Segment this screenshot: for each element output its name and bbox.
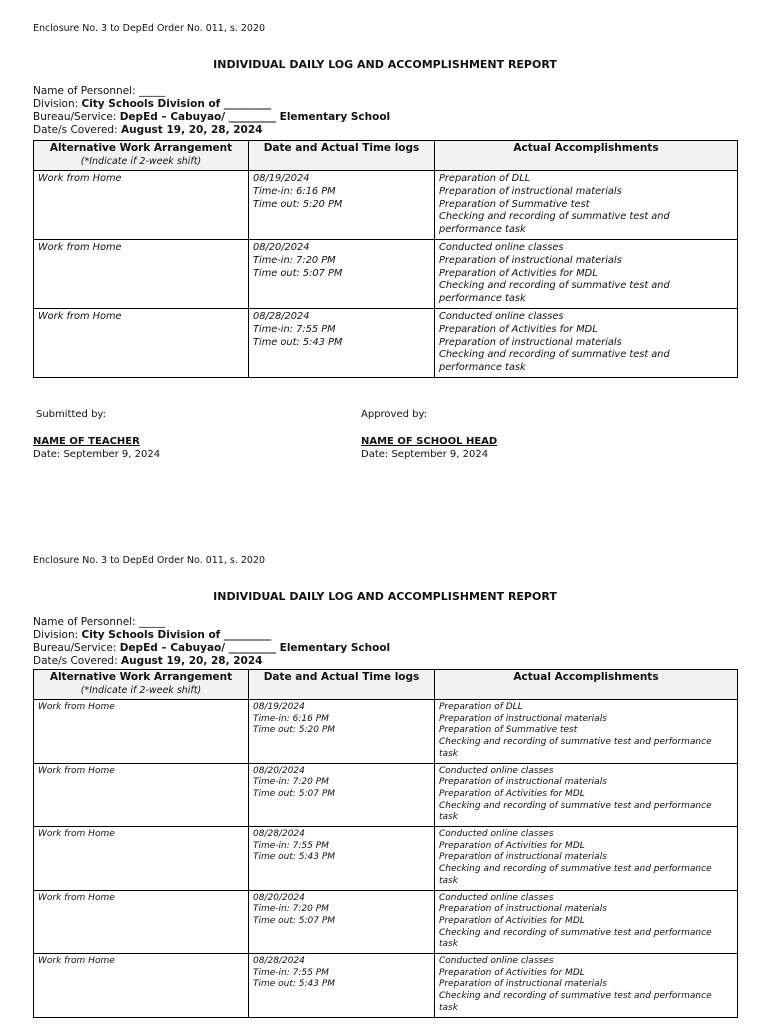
log-table [33, 140, 738, 378]
time-in: Time-in: 7:55 PM [253, 840, 329, 851]
time-log-cell [249, 763, 435, 827]
table-row [34, 239, 738, 308]
arrangement-cell: Work from Home [34, 239, 249, 308]
arrangement-cell: Work from Home [34, 954, 249, 1018]
header-arrangement [34, 141, 249, 171]
accomplishments-cell [435, 700, 738, 764]
table-row [34, 827, 738, 891]
log-date: 08/19/2024 [253, 702, 305, 712]
division-value: City Schools Division of _________ [81, 98, 272, 110]
report-title: INDIVIDUAL DAILY LOG AND ACCOMPLISHMENT REPORT [213, 590, 557, 603]
submitted-by [33, 408, 160, 461]
report-section-2 [33, 554, 737, 1018]
division-label: Division: [33, 629, 79, 641]
time-log-cell [249, 700, 435, 764]
accomplishments-cell [435, 239, 738, 308]
signature-block [33, 408, 737, 478]
time-in: Time-in: 6:16 PM [253, 713, 329, 724]
enclosure-note: Enclosure No. 3 to DepEd Order No. 011, s. 2020 [33, 555, 266, 566]
accomplishment-item: Conducted online classes [439, 892, 554, 903]
accomplishment-item: Conducted online classes [439, 956, 554, 967]
enclosure-note: Enclosure No. 3 to DepEd Order No. 011, s. 2020 [33, 23, 266, 34]
accomplishment-item: Conducted online classes [439, 765, 554, 776]
submitted-date: Date: September 9, 2024 [33, 448, 161, 460]
header-arrangement [34, 670, 249, 700]
personnel-label: Name of Personnel: [33, 85, 136, 97]
accomplishment-item: Preparation of instructional materials [439, 852, 607, 863]
time-out: Time out: 5:43 PM [253, 336, 343, 348]
time-log-cell [249, 827, 435, 891]
report-title: INDIVIDUAL DAILY LOG AND ACCOMPLISHMENT REPORT [213, 58, 557, 71]
accomplishment-item: Preparation of DLL [439, 702, 523, 712]
accomplishment-item: Preparation of Activities for MDL [439, 788, 585, 799]
accomplishment-item: Conducted online classes [439, 829, 554, 840]
personnel-info [33, 616, 737, 668]
header-accomplishments: Actual Accomplishments [435, 141, 738, 171]
accomplishment-item: Preparation of Activities for MDL [439, 967, 585, 978]
log-date: 08/20/2024 [253, 765, 305, 776]
time-out: Time out: 5:43 PM [253, 852, 336, 863]
approved-label: Approved by: [361, 408, 428, 420]
accomplishment-item: Checking and recording of summative test and performance task [439, 800, 712, 823]
header-arrangement-label: Alternative Work Arrangement [49, 671, 233, 683]
header-accomplishments: Actual Accomplishments [435, 670, 738, 700]
accomplishments-cell [435, 308, 738, 377]
accomplishment-item: Preparation of instructional materials [439, 904, 607, 915]
log-date: 08/19/2024 [253, 173, 310, 184]
personnel-row [33, 85, 737, 98]
division-row [33, 629, 737, 642]
table-row [34, 890, 738, 954]
bureau-row [33, 642, 737, 655]
dates-row [33, 124, 737, 137]
personnel-value: _____ [138, 616, 166, 628]
accomplishment-item: Preparation of instructional materials [439, 713, 607, 724]
time-out: Time out: 5:07 PM [253, 788, 336, 799]
arrangement-cell: Work from Home [34, 171, 249, 240]
log-date: 08/20/2024 [253, 241, 310, 253]
time-out: Time out: 5:43 PM [253, 979, 336, 990]
log-table [33, 669, 738, 1018]
teacher-name: NAME OF TEACHER [33, 435, 140, 447]
arrangement-cell: Work from Home [34, 700, 249, 764]
dates-label: Date/s Covered: [33, 124, 118, 136]
accomplishments-cell [435, 890, 738, 954]
log-date: 08/28/2024 [253, 310, 310, 322]
time-log-cell [249, 239, 435, 308]
header-time-logs: Date and Actual Time logs [249, 670, 435, 700]
table-header-row [34, 141, 738, 171]
accomplishment-item: Preparation of instructional materials [439, 254, 622, 266]
accomplishment-item: Preparation of DLL [439, 173, 531, 184]
accomplishment-item: Checking and recording of summative test and performance task [439, 737, 712, 759]
time-out: Time out: 5:20 PM [253, 725, 336, 736]
division-value: City Schools Division of _________ [81, 629, 272, 641]
time-log-cell [249, 890, 435, 954]
time-in: Time-in: 7:20 PM [253, 777, 329, 788]
approved-date: Date: September 9, 2024 [361, 448, 489, 460]
submitted-label: Submitted by: [36, 408, 106, 420]
bureau-value: DepEd – Cabuyao/ _________ Elementary School [119, 642, 391, 654]
accomplishment-item: Preparation of Activities for MDL [439, 267, 598, 279]
log-date: 08/28/2024 [253, 956, 305, 967]
time-in: Time-in: 7:55 PM [253, 967, 329, 978]
personnel-info [33, 85, 737, 137]
time-out: Time out: 5:20 PM [253, 198, 343, 210]
bureau-label: Bureau/Service: [33, 111, 117, 123]
accomplishment-item: Preparation of Activities for MDL [439, 840, 585, 851]
accomplishment-item: Preparation of instructional materials [439, 979, 607, 990]
personnel-row [33, 616, 737, 629]
arrangement-cell: Work from Home [34, 890, 249, 954]
accomplishment-item: Preparation of Summative test [439, 725, 578, 736]
header-arrangement-label: Alternative Work Arrangement [49, 142, 233, 154]
accomplishment-item: Checking and recording of summative test and performance task [439, 349, 670, 374]
arrangement-cell: Work from Home [34, 827, 249, 891]
time-in: Time-in: 6:16 PM [253, 185, 336, 197]
accomplishment-item: Conducted online classes [439, 310, 564, 322]
accomplishment-item: Preparation of Activities for MDL [439, 323, 598, 335]
accomplishment-item: Preparation of Summative test [439, 198, 590, 210]
accomplishments-cell [435, 171, 738, 240]
accomplishment-item: Checking and recording of summative test and performance task [439, 864, 712, 886]
division-row [33, 98, 737, 111]
table-row [34, 763, 738, 827]
time-in: Time-in: 7:55 PM [253, 323, 336, 335]
bureau-row [33, 111, 737, 124]
arrangement-cell: Work from Home [34, 308, 249, 377]
accomplishment-item: Preparation of instructional materials [439, 185, 622, 197]
time-out: Time out: 5:07 PM [253, 915, 336, 926]
accomplishment-item: Preparation of instructional materials [439, 777, 607, 788]
dates-label: Date/s Covered: [33, 655, 118, 667]
time-log-cell [249, 308, 435, 377]
table-row [34, 700, 738, 764]
table-row [34, 954, 738, 1018]
school-head-name: NAME OF SCHOOL HEAD [361, 435, 498, 447]
accomplishment-item: Preparation of Activities for MDL [439, 915, 585, 926]
accomplishment-item: Checking and recording of summative test and performance task [439, 927, 712, 950]
log-date: 08/20/2024 [253, 892, 305, 903]
time-log-cell [249, 954, 435, 1018]
time-out: Time out: 5:07 PM [253, 267, 343, 279]
accomplishments-cell [435, 827, 738, 891]
table-row [34, 308, 738, 377]
dates-row [33, 655, 737, 668]
table-row [34, 171, 738, 240]
accomplishments-cell [435, 954, 738, 1018]
log-date: 08/28/2024 [253, 829, 305, 840]
division-label: Division: [33, 98, 79, 110]
header-arrangement-note: (*Indicate if 2-week shift) [80, 685, 202, 696]
accomplishments-cell [435, 763, 738, 827]
accomplishment-item: Checking and recording of summative test and performance task [439, 991, 712, 1013]
accomplishment-item: Checking and recording of summative test and performance task [439, 211, 670, 236]
time-log-cell [249, 171, 435, 240]
time-in: Time-in: 7:20 PM [253, 904, 329, 915]
header-time-logs: Date and Actual Time logs [249, 141, 435, 171]
bureau-label: Bureau/Service: [33, 642, 117, 654]
approved-by [361, 408, 497, 461]
bureau-value: DepEd – Cabuyao/ _________ Elementary School [119, 111, 391, 123]
personnel-value: _____ [138, 85, 166, 97]
header-arrangement-note: (*Indicate if 2-week shift) [80, 156, 202, 167]
time-in: Time-in: 7:20 PM [253, 254, 336, 266]
personnel-label: Name of Personnel: [33, 616, 136, 628]
accomplishment-item: Preparation of instructional materials [439, 336, 622, 348]
accomplishment-item: Checking and recording of summative test and performance task [439, 280, 670, 305]
report-section-1 [33, 22, 737, 478]
dates-value: August 19, 20, 28, 2024 [120, 655, 263, 667]
arrangement-cell: Work from Home [34, 763, 249, 827]
table-header-row [34, 670, 738, 700]
accomplishment-item: Conducted online classes [439, 241, 564, 253]
dates-value: August 19, 20, 28, 2024 [120, 124, 263, 136]
